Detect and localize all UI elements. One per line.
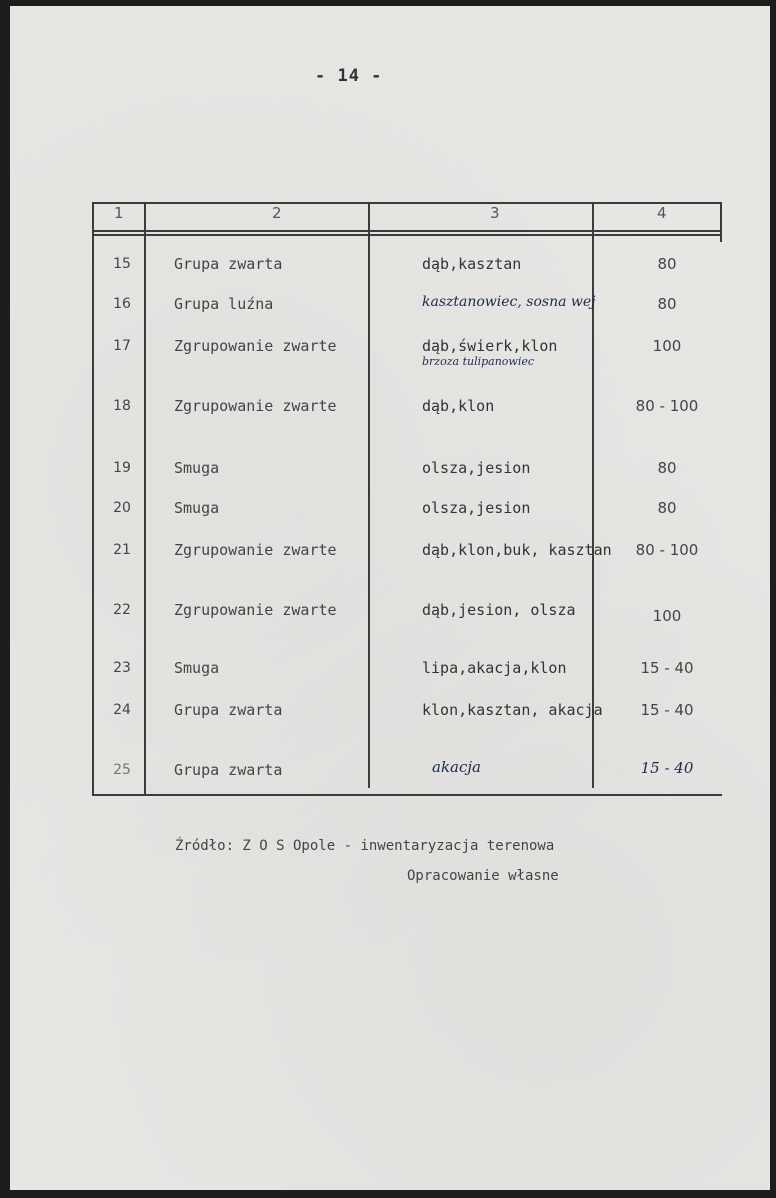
row-number: 19 bbox=[113, 460, 131, 476]
table-border-right bbox=[720, 202, 722, 242]
group-type: Grupa luźna bbox=[174, 295, 274, 313]
species: olsza,jesion bbox=[422, 459, 531, 477]
row-number: 23 bbox=[113, 660, 131, 676]
column-header: 1 bbox=[114, 204, 124, 222]
row-number: 18 bbox=[113, 398, 131, 414]
row-number: 16 bbox=[113, 296, 131, 312]
value-handwritten: 15 - 40 bbox=[640, 759, 694, 777]
group-type: Smuga bbox=[174, 499, 220, 517]
group-type: Zgrupowanie zwarte bbox=[174, 601, 337, 619]
source-note-author: Opracowanie własne bbox=[407, 868, 559, 884]
species-handwritten: kasztanowiec, sosna wej bbox=[422, 294, 596, 310]
header-rule bbox=[92, 234, 722, 236]
value: 80 - 100 bbox=[635, 541, 699, 559]
species: dąb,świerk,klon bbox=[422, 337, 558, 355]
value: 15 - 40 bbox=[640, 659, 694, 677]
species: lipa,akacja,klon bbox=[422, 659, 567, 677]
group-type: Zgrupowanie zwarte bbox=[174, 337, 337, 355]
species: olsza,jesion bbox=[422, 499, 531, 517]
column-header: 3 bbox=[490, 204, 500, 222]
value: 15 - 40 bbox=[640, 701, 694, 719]
table-border-bottom bbox=[92, 794, 722, 796]
row-number: 15 bbox=[113, 256, 131, 272]
value: 80 bbox=[657, 499, 677, 517]
value: 80 bbox=[657, 459, 677, 477]
table-border-top bbox=[92, 202, 722, 204]
value: 80 - 100 bbox=[635, 397, 699, 415]
group-type: Smuga bbox=[174, 659, 220, 677]
data-table bbox=[92, 202, 722, 796]
group-type: Zgrupowanie zwarte bbox=[174, 541, 337, 559]
species-handwritten-note: brzoza tulipanowiec bbox=[422, 355, 535, 368]
row-number: 22 bbox=[113, 602, 131, 618]
value: 80 bbox=[657, 255, 677, 273]
column-divider bbox=[368, 202, 370, 788]
group-type: Grupa zwarta bbox=[174, 255, 283, 273]
group-type: Grupa zwarta bbox=[174, 701, 283, 719]
species: dąb,klon,buk, kasztan bbox=[422, 541, 612, 559]
table-border-left bbox=[92, 202, 94, 796]
row-number: 20 bbox=[113, 500, 131, 516]
column-header: 4 bbox=[657, 204, 667, 222]
species-handwritten: akacja bbox=[432, 758, 481, 776]
group-type: Grupa zwarta bbox=[174, 761, 283, 779]
column-header: 2 bbox=[272, 204, 282, 222]
group-type: Zgrupowanie zwarte bbox=[174, 397, 337, 415]
page-number: - 14 - bbox=[315, 66, 383, 86]
row-number: 21 bbox=[113, 542, 131, 558]
row-number: 17 bbox=[113, 338, 131, 354]
species: dąb,klon bbox=[422, 397, 495, 415]
group-type: Smuga bbox=[174, 459, 220, 477]
value: 100 bbox=[652, 337, 682, 355]
document-page bbox=[10, 6, 770, 1190]
species: dąb,jesion, olsza bbox=[422, 601, 576, 619]
header-rule bbox=[92, 230, 722, 232]
row-number: 25 bbox=[113, 762, 131, 778]
value: 80 bbox=[657, 295, 677, 313]
column-divider bbox=[144, 202, 146, 796]
species: klon,kasztan, akacja bbox=[422, 701, 603, 719]
value: 100 bbox=[652, 607, 682, 625]
species: dąb,kasztan bbox=[422, 255, 522, 273]
source-note: Źródło: Z O S Opole - inwentaryzacja terenowa bbox=[175, 838, 555, 854]
row-number: 24 bbox=[113, 702, 131, 718]
